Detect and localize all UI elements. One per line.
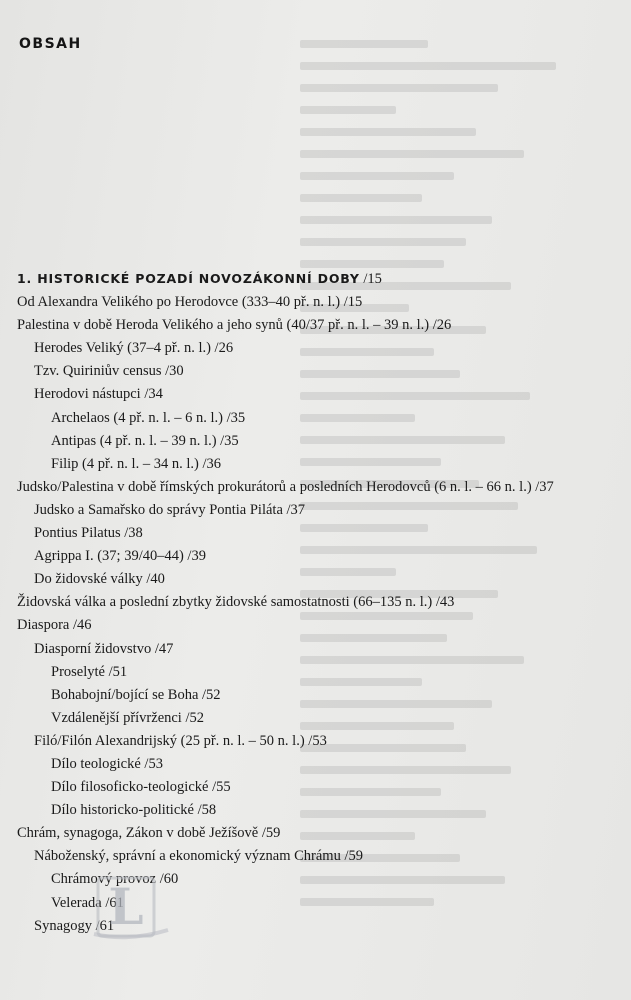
toc-entry: Archelaos (4 př. n. l. – 6 n. l.) /35 [51,409,246,426]
bleed-through-line [300,128,476,136]
toc-entry: Herodovi nástupci /34 [34,386,163,403]
toc-entry: Vzdálenější přívrženci /52 [51,709,204,726]
toc-entry: Chrámový provoz /60 [51,871,179,888]
toc-entry: Židovská válka a poslední zbytky židovské samostatnosti (66–135 n. l.) /43 [17,594,455,611]
chapter-title: 1. HISTORICKÉ POZADÍ NOVOZÁKONNÍ DOBY [17,271,360,286]
toc-entry: Náboženský, správní a ekonomický význam Chrámu /59 [34,848,363,865]
bleed-through-line [300,62,556,70]
toc-entry: Antipas (4 př. n. l. – 39 n. l.) /35 [51,432,239,449]
toc-entry: Judsko a Samařsko do správy Pontia Piláta /37 [34,501,306,518]
toc-entry: Dílo filosoficko-teologické /55 [51,779,231,796]
toc-entry: Velerada /61 [51,894,124,911]
toc-entry: Bohabojní/bojící se Boha /52 [51,686,221,703]
toc-entry: Synagogy /61 [34,917,115,934]
chapter-page: /15 [359,271,382,287]
toc-entry: Pontius Pilatus /38 [34,525,143,542]
bleed-through-line [300,150,524,158]
toc-entry: Herodes Veliký (37–4 př. n. l.) /26 [34,340,234,357]
bleed-through-line [300,172,454,180]
bleed-through-line [300,84,498,92]
toc-entry: Palestina v době Heroda Velikého a jeho synů (40/37 př. n. l. – 39 n. l.) /26 [17,317,452,334]
toc-entry: Proselyté /51 [51,663,128,680]
toc-entry: Chrám, synagoga, Zákon v době Ježíšově /59 [17,825,281,842]
svg-text:L: L [108,877,144,936]
page-heading: OBSAH [19,36,82,52]
bleed-through-line [300,40,428,48]
toc-entry: Dílo historicko-politické /58 [51,802,217,819]
toc-entry: Od Alexandra Velikého po Herodovce (333–40 př. n. l.) /15 [17,294,363,311]
toc-entry: Agrippa I. (37; 39/40–44) /39 [34,548,206,565]
toc-chapter-heading [17,267,622,291]
toc-entry: Dílo teologické /53 [51,755,163,772]
toc-entry: Filip (4 př. n. l. – 34 n. l.) /36 [51,455,221,472]
toc-entry: Tzv. Quiriniův census /30 [34,363,184,380]
toc-entry: Do židovské války /40 [34,571,165,588]
toc-entry: Filó/Filón Alexandrijský (25 př. n. l. – 50 n. l.) /53 [34,732,327,749]
logo-watermark-icon [88,872,174,944]
bleed-through-line [300,216,492,224]
toc-entry: Diasporní židovstvo /47 [34,640,174,657]
toc-entry: Judsko/Palestina v době římských prokurátorů a posledních Herodovců (6 n. l. – 66 n. l.) /37 [17,478,554,495]
table-of-contents [17,267,622,938]
bleed-through-line [300,106,396,114]
bleed-through-line [300,238,466,246]
toc-entry: Diaspora /46 [17,617,92,634]
bleed-through-line [300,194,422,202]
